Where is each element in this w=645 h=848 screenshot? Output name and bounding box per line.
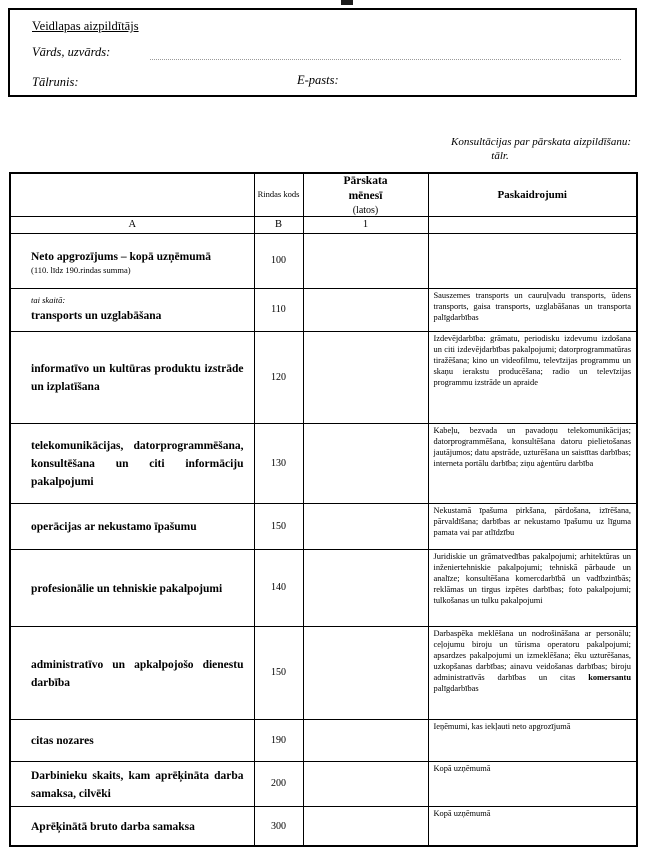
contact-row — [32, 73, 625, 91]
subheader-1: 1 — [303, 216, 428, 233]
row-explanation-text: Darbaspēka meklēšana un nodrošināšana ar personālu; ceļojumu biroju un tūrisma operatoru pakalpojumi; apsardzes pakalpojumi un izmeklēšana; ēku uzturēšanas, uzkopšanas darbības; ainavu veidošanas darbības; biroju administratīvās darbības un citas — [433, 628, 631, 683]
value-cell[interactable] — [303, 503, 428, 549]
name-label: Vārds, uzvārds: — [32, 45, 111, 59]
row-label-main: Aprēķinātā bruto darba samaksa — [31, 821, 195, 834]
row-label — [10, 423, 254, 503]
row-explanation: Izdevējdarbība: grāmatu, periodisku izdevumu izdošana un citi izdevējdarbības pakalpojumi; datorprogrammatūras tiražēšana; kino un videofilmu, televīzijas programmu un skaņu ierakstu producēšana; radio un televīzijas programmu izstrāde un apraide — [428, 331, 637, 423]
table-row — [10, 233, 637, 288]
value-cell[interactable] — [303, 331, 428, 423]
phone-label: Tālrunis: — [32, 75, 79, 89]
row-label-main: telekomunikācijas, datorprogrammēšana, konsultēšana un citi informāciju pakalpojumi — [31, 440, 244, 489]
report-table — [9, 172, 638, 847]
row-label-main: operācijas ar nekustamo īpašumu — [31, 521, 197, 534]
name-row — [32, 45, 625, 60]
subheader-b: B — [254, 216, 303, 233]
row-code: 120 — [254, 331, 303, 423]
table-row — [10, 503, 637, 549]
row-explanation — [428, 233, 637, 288]
row-explanation: Kabeļu, bezvada un pavadoņu telekomunikācijas; datorprogrammēšana, konsultēšana datoru pielietošanas jautājumos; datu apstrāde, uzturēšana un saistītas darbības; interneta portālu darbība; ziņu aģentūru darbība — [428, 423, 637, 503]
row-label-main: citas nozares — [31, 735, 94, 748]
value-cell[interactable] — [303, 549, 428, 626]
row-label-sub: (110. līdz 190.rindas summa) — [31, 264, 131, 275]
row-explanation: Nekustamā īpašuma pirkšana, pārdošana, izīrēšana, pārvaldīšana; darbības ar nekustamo īpašumu uz līguma pamata vai par atlīdzību — [428, 503, 637, 549]
row-explanation: Kopā uzņēmumā — [428, 761, 637, 806]
row-label-prefix: tai skaitā: — [31, 295, 66, 306]
value-cell[interactable] — [303, 233, 428, 288]
table-row — [10, 288, 637, 331]
row-label — [10, 626, 254, 719]
row-label-main: administratīvo un apkalpojošo dienestu darbība — [31, 658, 244, 689]
table-row — [10, 331, 637, 423]
table-row — [10, 806, 637, 846]
row-label — [10, 806, 254, 846]
row-label — [10, 331, 254, 423]
consultation-note-line1: Konsultācijas par pārskata aizpildīšanu: — [451, 136, 631, 148]
value-cell[interactable] — [303, 761, 428, 806]
row-code: 110 — [254, 288, 303, 331]
row-explanation: Juridiskie un grāmatvedības pakalpojumi; arhitektūras un inženiertehniskie pakalpojumi; tehniskā pārbaude un analīze; konsultēšana komercdarbībā un vadībzinībās; reklāmas un tirgus izpētes darbības; foto pakalpojumi; tulkošanas un tulku pakalpojumi — [428, 549, 637, 626]
table-row — [10, 719, 637, 761]
table-subheader-row — [10, 216, 637, 233]
row-label — [10, 719, 254, 761]
row-label-main: profesionālie un tehniskie pakalpojumi — [31, 582, 223, 595]
row-code: 300 — [254, 806, 303, 846]
row-explanation: Ieņēmumi, kas iekļauti neto apgrozījumā — [428, 719, 637, 761]
form-filler-box — [8, 8, 637, 97]
value-cell[interactable] — [303, 423, 428, 503]
header-row-code: Rindas kods — [254, 173, 303, 216]
row-label — [10, 288, 254, 331]
row-label-main: Neto apgrozījums – kopā uzņēmumā — [31, 250, 211, 263]
header-report-month-unit: (latos) — [352, 204, 379, 216]
header-indicator — [10, 173, 254, 216]
row-explanation: Sauszemes transports un cauruļvadu transports, ūdens transports, gaisa transports, uzglabāšanas un transporta palīgdarbības — [428, 288, 637, 331]
row-code: 190 — [254, 719, 303, 761]
row-label — [10, 761, 254, 806]
table-row — [10, 423, 637, 503]
row-label-main: Darbinieku skaits, kam aprēķināta darba samaksa, cilvēki — [31, 769, 244, 800]
row-explanation-bold: komersantu — [588, 673, 631, 683]
consultation-note — [369, 136, 631, 164]
subheader-expl — [428, 216, 637, 233]
row-code: 130 — [254, 423, 303, 503]
row-code: 140 — [254, 549, 303, 626]
table-header-row — [10, 173, 637, 216]
row-explanation — [428, 626, 637, 719]
row-label — [10, 549, 254, 626]
header-report-month — [303, 173, 428, 216]
subheader-a: A — [10, 216, 254, 233]
row-explanation-text: palīgdarbības — [433, 684, 479, 694]
value-cell[interactable] — [303, 626, 428, 719]
row-label-main: informatīvo un kultūras produktu izstrāde un izplatīšana — [31, 363, 244, 394]
row-label-main: transports un uzglabāšana — [31, 310, 162, 323]
row-label — [10, 233, 254, 288]
consultation-note-phone: tālr. — [491, 149, 509, 162]
form-filler-title: Veidlapas aizpildītājs — [32, 19, 139, 33]
row-code: 150 — [254, 503, 303, 549]
cutoff-text-fragment — [341, 0, 353, 5]
header-report-month-main: Pārskata mēnesī — [343, 175, 388, 202]
table-row — [10, 761, 637, 806]
row-code: 100 — [254, 233, 303, 288]
row-code: 200 — [254, 761, 303, 806]
email-label: E-pasts: — [297, 73, 339, 87]
row-label — [10, 503, 254, 549]
row-explanation: Kopā uzņēmumā — [428, 806, 637, 846]
table-row — [10, 626, 637, 719]
name-input-line[interactable] — [150, 46, 621, 60]
value-cell[interactable] — [303, 806, 428, 846]
header-explanations: Paskaidrojumi — [428, 173, 637, 216]
value-cell[interactable] — [303, 719, 428, 761]
row-code: 150 — [254, 626, 303, 719]
table-row — [10, 549, 637, 626]
value-cell[interactable] — [303, 288, 428, 331]
